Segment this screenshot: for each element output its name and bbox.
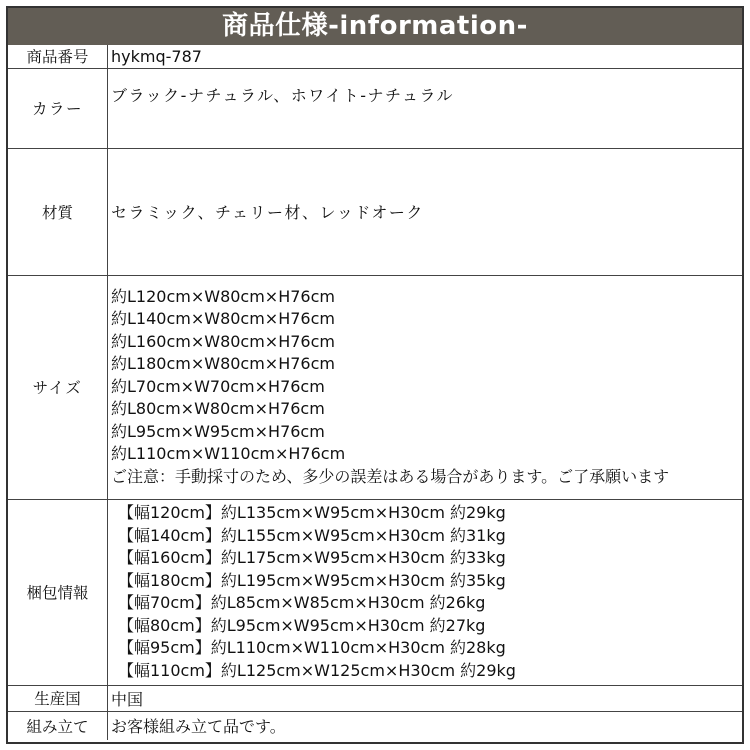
origin-value: 中国: [108, 685, 743, 711]
color-value: ブラック-ナチュラル、ホワイト-ナチュラル: [108, 68, 743, 148]
origin-label: 生産国: [8, 685, 108, 711]
product-number-label: 商品番号: [8, 45, 108, 68]
size-line: 約L160cm×W80cm×H76cm: [111, 331, 335, 351]
size-value: [108, 275, 743, 499]
packaging-line: 【幅120cm】約L135cm×W95cm×H30cm 約29kg: [118, 503, 506, 522]
color-label: カラー: [8, 68, 108, 148]
size-line: 約L95cm×W95cm×H76cm: [111, 421, 325, 441]
product-number-value: hykmq-787: [108, 45, 743, 68]
row-assembly: [8, 711, 742, 740]
packaging-line: 【幅110cm】約L125cm×W125cm×H30cm 約29kg: [118, 660, 516, 680]
row-color: [8, 68, 742, 148]
spec-table: [8, 45, 742, 740]
packaging-line: 【幅95cm】約L110cm×W110cm×H30cm 約28kg: [118, 638, 506, 657]
size-label: サイズ: [8, 275, 108, 499]
assembly-label: 組み立て: [8, 711, 108, 740]
row-size: [8, 275, 742, 499]
size-line: 約L80cm×W80cm×H76cm: [111, 399, 325, 419]
packaging-line: 【幅180cm】約L195cm×W95cm×H30cm 約35kg: [118, 570, 506, 590]
packaging-line: 【幅140cm】約L155cm×W95cm×H30cm 約31kg: [118, 525, 506, 545]
packaging-line: 【幅160cm】約L175cm×W95cm×H30cm 約33kg: [118, 548, 506, 567]
row-product-number: [8, 45, 742, 68]
packaging-line: 【幅80cm】約L95cm×W95cm×H30cm 約27kg: [118, 615, 486, 635]
packaging-label: 梱包情報: [8, 499, 108, 685]
size-line: 約L120cm×W80cm×H76cm: [111, 286, 335, 306]
size-line: 約L180cm×W80cm×H76cm: [111, 354, 335, 374]
row-material: [8, 148, 742, 275]
material-label: 材質: [8, 148, 108, 275]
size-line: 約L140cm×W80cm×H76cm: [111, 309, 335, 329]
packaging-line: 【幅70cm】約L85cm×W85cm×H30cm 約26kg: [118, 593, 486, 612]
size-line: 約L110cm×W110cm×H76cm: [111, 444, 346, 464]
spec-sheet: [6, 6, 744, 744]
row-origin: [8, 685, 742, 711]
packaging-value: [108, 499, 743, 685]
material-value: セラミック、チェリー材、レッドオーク: [108, 148, 743, 275]
spec-title: 商品仕様-information-: [8, 8, 742, 45]
assembly-value: お客様組み立て品です。: [108, 711, 743, 740]
size-note: ご注意：手動採寸のため、多少の誤差はある場合があります。ご了承願います: [111, 466, 670, 486]
size-line: 約L70cm×W70cm×H76cm: [111, 376, 325, 396]
row-packaging: [8, 499, 742, 685]
